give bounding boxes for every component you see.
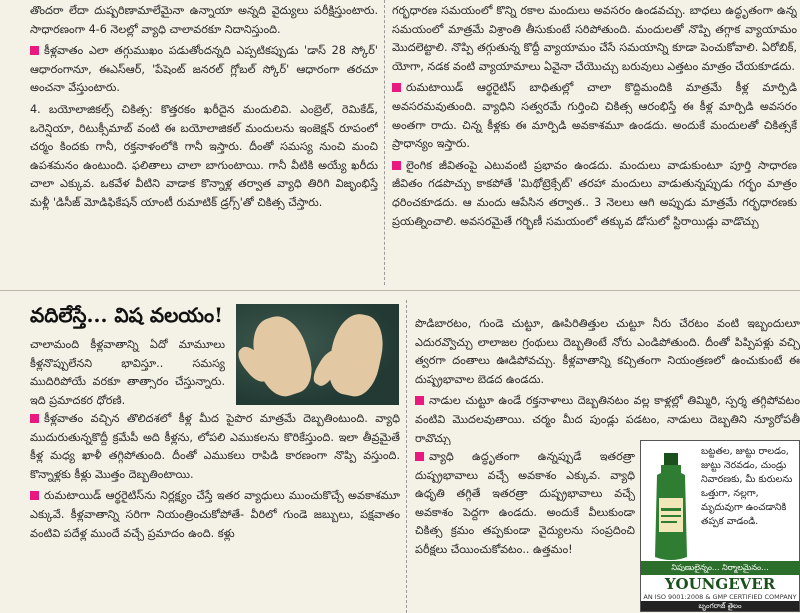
- ad-copy: బట్టతల, జుట్టు రాలడం, జుట్టు నెరవడం, చుండ్రు నివారణకు, మీ కురులను ఒత్తుగా, నల్లగా, మృదువుగా ఉంచడానికి తప్పక వాడండి.: [701, 446, 793, 527]
- top-left-column: [30, 2, 378, 282]
- paragraph: కీళ్లవాతం వచ్చిన తొలిదశలో కీళ్ల మీద పైపొర మాత్రమే దెబ్బతింటుంది. వ్యాధి ముదురుతున్నకొద్దీ క్రమేపీ అది కీళ్లను, లోపలి ఎముకలను కొరికేస్తుంది. ఇలా తీవ్రమైతే కీళ్ల మధ్య ఖాళీ తగ్గిపోతుంది. దీంతో ఎముకలు రాపిడి కారణంగా నొప్పి వస్తుంది. కొన్నాళ్లకు కీళ్లు మొత్తం దెబ్బతింటాయి.: [30, 412, 400, 481]
- paragraph: 4. బయోలాజికల్స్ చికిత్స: కొత్తరకం ఖరీదైన మందులివి. ఎంబ్రెల్, రెమికేడ్, ఒరెన్షియా, రిటుక్సీమాబ్ వంటి ఈ బయోలాజికల్ మందులను ఇంజెక్షన్ రూపంలో చర్మం కిందకు గానీ, రక్తనాళంలోకి గానీ ఇస్తారు. దీంతో సమస్య నుంచి మంచి ఉపశమనం ఉంటుంది. ఫలితాలు చాలా బాగుంటాయి. గానీ వీటికి అయ్యే ఖరీదు చాలా ఎక్కువ. ఒకవేళ వీటిని వాడాక కొన్నాళ్ల తర్వాత వ్యాధి తిరిగి విజృంభిస్తే మళ్లీ 'డిసీజ్ మోడిఫికేషన్ యాంటీ రుమాటిక్ డ్రగ్స్'తో చికిత్స చేస్తారు.: [30, 102, 378, 209]
- bullet-icon: [415, 452, 424, 461]
- ad-certification: AN ISO 9001:2008 & GMP CERTIFIED COMPANY: [643, 593, 797, 601]
- paragraph: రుమటాయిడ్ ఆర్థరైటిస్‌ను నిర్లక్ష్యం చేస్తే ఇతర వ్యాధులు ముంచుకొచ్చే అవకాశమూ ఎక్కువే. కీళ్లవాతాన్ని సరిగా నియంత్రించుకోపోతే- వీరిలో గుండె జబ్బులు, పక్షవాతం వంటివి పదేళ్ల ముందే వచ్చే ప్రమాదం ఉంది. కళ్లు: [30, 489, 400, 540]
- paragraph: కీళ్లవాతం ఎలా తగ్గుముఖం పడుతోందన్నది ఎప్పటికప్పుడు 'డాస్ 28 స్కోర్' ఆధారంగానూ, ఈఎస్ఆర్, 'పేషెంట్ జనరల్ గ్లోబల్ స్కోర్' ఆధారంగా తరచూ అంచనా వేస్తుంటారు.: [30, 44, 378, 95]
- bullet-icon: [392, 161, 401, 170]
- bullet-icon: [415, 396, 424, 405]
- article-right-column: [415, 315, 800, 445]
- paragraph: రుమటాయిడ్ ఆర్థరైటిస్ బాధితుల్లో చాలా కొద్దిమందికి మాత్రమే కీళ్ల మార్పిడి అవసరమవుతుంది. వ్యాధిని సత్వరమే గుర్తించి చికిత్స ఆరంభిస్తే ఈ కీళ్ల మార్పిడి అవసరం అంతగా రాదు. చిన్న కీళ్లకు ఈ మార్పిడి అవకాశమూ ఉండదు. అందుకే మందులతో చికిత్సకే ప్రాధాన్యం ఇస్తారు.: [392, 81, 797, 151]
- paragraph: నాడుల చుట్టూ ఉండే రక్తనాళాలు దెబ్బతినటం వల్ల కాళ్లల్లో తిమ్మిరి, స్పర్శ తగ్గిపోవటం వంటివి మొదలవుతాయి. చర్మం మీద పుండ్లు పడటం, నాడులు దెబ్బతిని న్యూరోపతీ రావొచ్చు: [415, 394, 800, 445]
- article-intro: [30, 336, 225, 411]
- article-right-lower: [415, 448, 635, 613]
- bottle-icon: [649, 453, 693, 563]
- article-left-column: [30, 410, 400, 610]
- column-divider: [406, 300, 407, 613]
- ad-strip: నిపుణులైన్నం... నిర్మాలమైనం...: [641, 561, 799, 575]
- bullet-icon: [392, 83, 401, 92]
- advertisement: [640, 440, 800, 612]
- paragraph: లైంగిక జీవితంపై ఎటువంటి ప్రభావం ఉండదు. మందులు వాడుకుంటూ పూర్తి సాధారణ జీవితం గడపొచ్చు కాకపోతే 'మిథోట్రెక్సేట్' తరహా మందులు వాడుతున్నప్పుడు గర్భం మాత్రం ధరించకూడదు. ఆ మందు ఆపేసిన తర్వాత.. 3 నెలలు ఆగి అప్పుడు మాత్రమే గర్భధారణకు ప్రయత్నించాలి. అవసరమైతే గర్భిణీ సమయంలో తక్కువ డోసులో స్టిరాయిడ్లు వాడొచ్చు: [392, 158, 797, 228]
- ad-product-name: బృంగరాజ్ తైలం: [641, 601, 799, 611]
- intro-text: చాలామంది కీళ్లవాతాన్ని ఏదో మామూలు కీళ్లనొప్పులేనని భావిస్తూ.. సమస్య ముదిరిపోయే వరకూ తాత్సారం చేస్తున్నారు. ఇది ప్రమాదకర ధోరణి.: [30, 338, 225, 407]
- column-divider: [384, 0, 385, 285]
- paragraph: తొందరా లేదా దుష్పరిణామాలేమైనా ఉన్నాయా అన్నది వైద్యులు పరీక్షిస్తుంటారు. సాధారణంగా 4-6 నెలల్లో వ్యాధి చాలావరకూ నిదానిస్తుంది.: [30, 4, 378, 36]
- paragraph: పొడిబారటం, గుండె చుట్టూ, ఊపిరితిత్తుల చుట్టూ నీరు చేరటం వంటి ఇబ్బందులూ ఎదురవ్వొచ్చు లాలాజల గ్రంథులు దెబ్బతింటే నోరు ఎండిపోతుంది. దీంతో పిప్పిపళ్లు వచ్చి త్వరగా దంతాలు ఊడిపోవచ్చు. కీళ్లవాతాన్ని కచ్చితంగా నియంత్రణలో ఉంచుకుంటే ఈ దుష్ప్రభావాల బెడద ఉండదు.: [415, 317, 800, 386]
- article-heading: వదిలేస్తే... విష వలయం!: [30, 303, 223, 327]
- bullet-icon: [30, 46, 39, 55]
- paragraph: గర్భధారణ సమయంలో కొన్ని రకాల మందులు అవసరం ఉండవచ్చు. బాధలు ఉద్ధృతంగా ఉన్న సమయంలో మాత్రమే విశ్రాంతి తీసుకుంటే సరిపోతుంది. మందులతో నొప్పి తగ్గాక వ్యాయామం మొదలెట్టాలి. నొప్పి తగ్గుతున్న కొద్దీ వ్యాయామం చేసే సమయాన్ని కూడా పెంచుకోవాలి. ఏరోబిక్, యోగా, నడక వంటి వ్యాయామాలు ఏవైనా చేయొచ్చు బరువులు ఎత్తటం మాత్రం చేయకూడదు.: [392, 4, 797, 73]
- top-right-column: [392, 2, 797, 282]
- brand-logo: YOUNGEVER: [664, 575, 776, 593]
- hands-photo: [236, 304, 399, 405]
- paragraph: వ్యాధి ఉద్ధృతంగా ఉన్నప్పుడే ఇతరత్రా దుష్ప్రభావాలు వచ్చే అవకాశం ఎక్కువ. వ్యాధి ఉధృతి తగ్గితే ఇతరత్రా దుష్ప్రభావాలు వచ్చే అవకాశం పెద్దగా ఉండదు. అందుకే వీలుకుండా చికిత్స క్రమం తప్పకుండా వైద్యులను సంప్రదించి పరీక్షలు చేయించుకోవటం.. ఉత్తమం!: [415, 450, 635, 556]
- section-divider: [0, 290, 800, 291]
- bullet-icon: [30, 414, 39, 423]
- bullet-icon: [30, 491, 39, 500]
